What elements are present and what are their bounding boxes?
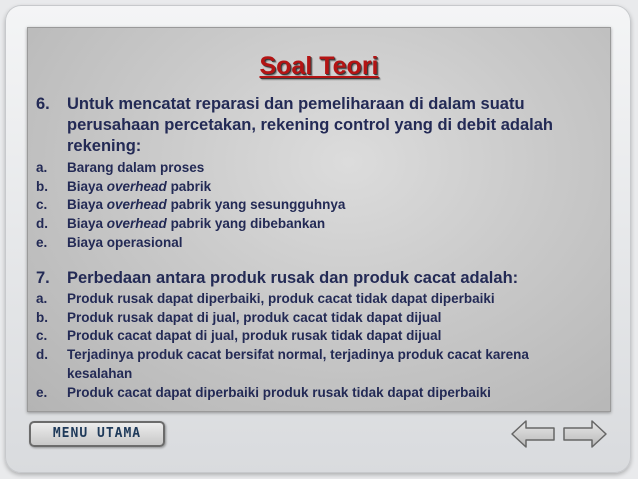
option-letter: b. bbox=[36, 178, 48, 194]
option-item bbox=[36, 196, 606, 215]
option-text: pabrik yang dibebankan bbox=[166, 216, 326, 232]
option-item bbox=[36, 384, 606, 403]
option-text-italic: overhead bbox=[106, 178, 167, 194]
option-text-italic: overhead bbox=[106, 216, 167, 232]
option-text: Produk rusak dapat di jual, produk cacat tidak dapat dijual bbox=[67, 309, 442, 325]
next-slide-button[interactable] bbox=[562, 418, 608, 455]
question-6 bbox=[36, 94, 596, 157]
option-text: Produk rusak dapat diperbaiki, produk cacat tidak dapat diperbaiki bbox=[67, 291, 495, 306]
menu-utama-button[interactable]: MENU UTAMA bbox=[29, 421, 165, 447]
option-letter: e. bbox=[36, 384, 48, 400]
option-letter: c. bbox=[36, 197, 48, 213]
option-text: Produk cacat dapat di jual, produk rusak tidak dapat dijual bbox=[67, 328, 442, 344]
option-text: Barang dalam proses bbox=[67, 160, 205, 175]
option-item bbox=[36, 290, 606, 309]
option-text: Biaya bbox=[67, 216, 107, 232]
option-text: Biaya operasional bbox=[67, 234, 183, 250]
question-7-options bbox=[36, 290, 606, 402]
option-text: Terjadinya produk cacat bersifat normal, terjadinya produk cacat karena kesalahan bbox=[67, 347, 529, 381]
question-number: 7. bbox=[36, 269, 50, 287]
arrow-left-icon bbox=[510, 418, 556, 450]
option-item bbox=[36, 215, 606, 234]
slide-title: Soal Teori bbox=[259, 52, 379, 80]
option-letter: d. bbox=[36, 216, 48, 232]
previous-slide-button[interactable] bbox=[510, 418, 556, 455]
option-item bbox=[36, 178, 606, 197]
arrow-right-icon bbox=[562, 418, 608, 450]
option-text: Biaya bbox=[67, 197, 107, 213]
option-item bbox=[36, 159, 606, 178]
option-letter: a. bbox=[36, 291, 48, 306]
question-6-options bbox=[36, 159, 606, 253]
option-text: pabrik bbox=[166, 178, 212, 194]
question-number: 6. bbox=[36, 95, 50, 113]
option-letter: d. bbox=[36, 347, 48, 363]
question-7 bbox=[36, 268, 596, 289]
option-item bbox=[36, 346, 606, 383]
slide bbox=[27, 27, 611, 412]
option-item bbox=[36, 234, 606, 253]
option-item bbox=[36, 309, 606, 328]
option-item bbox=[36, 327, 606, 346]
option-letter: b. bbox=[36, 309, 48, 325]
option-text: Produk cacat dapat diperbaiki produk rusak tidak dapat diperbaiki bbox=[67, 384, 491, 400]
question-text: Perbedaan antara produk rusak dan produk cacat adalah: bbox=[67, 269, 519, 287]
option-letter: e. bbox=[36, 234, 48, 250]
option-text-italic: overhead bbox=[106, 197, 167, 213]
option-letter: c. bbox=[36, 328, 48, 344]
option-text: Biaya bbox=[67, 178, 107, 194]
option-text: pabrik yang sesungguhnya bbox=[166, 197, 346, 213]
question-text: Untuk mencatat reparasi dan pemeliharaan di dalam suatu perusahaan percetakan, rekening control yang di debit adalah rekening: bbox=[67, 95, 553, 155]
option-letter: a. bbox=[36, 160, 48, 175]
